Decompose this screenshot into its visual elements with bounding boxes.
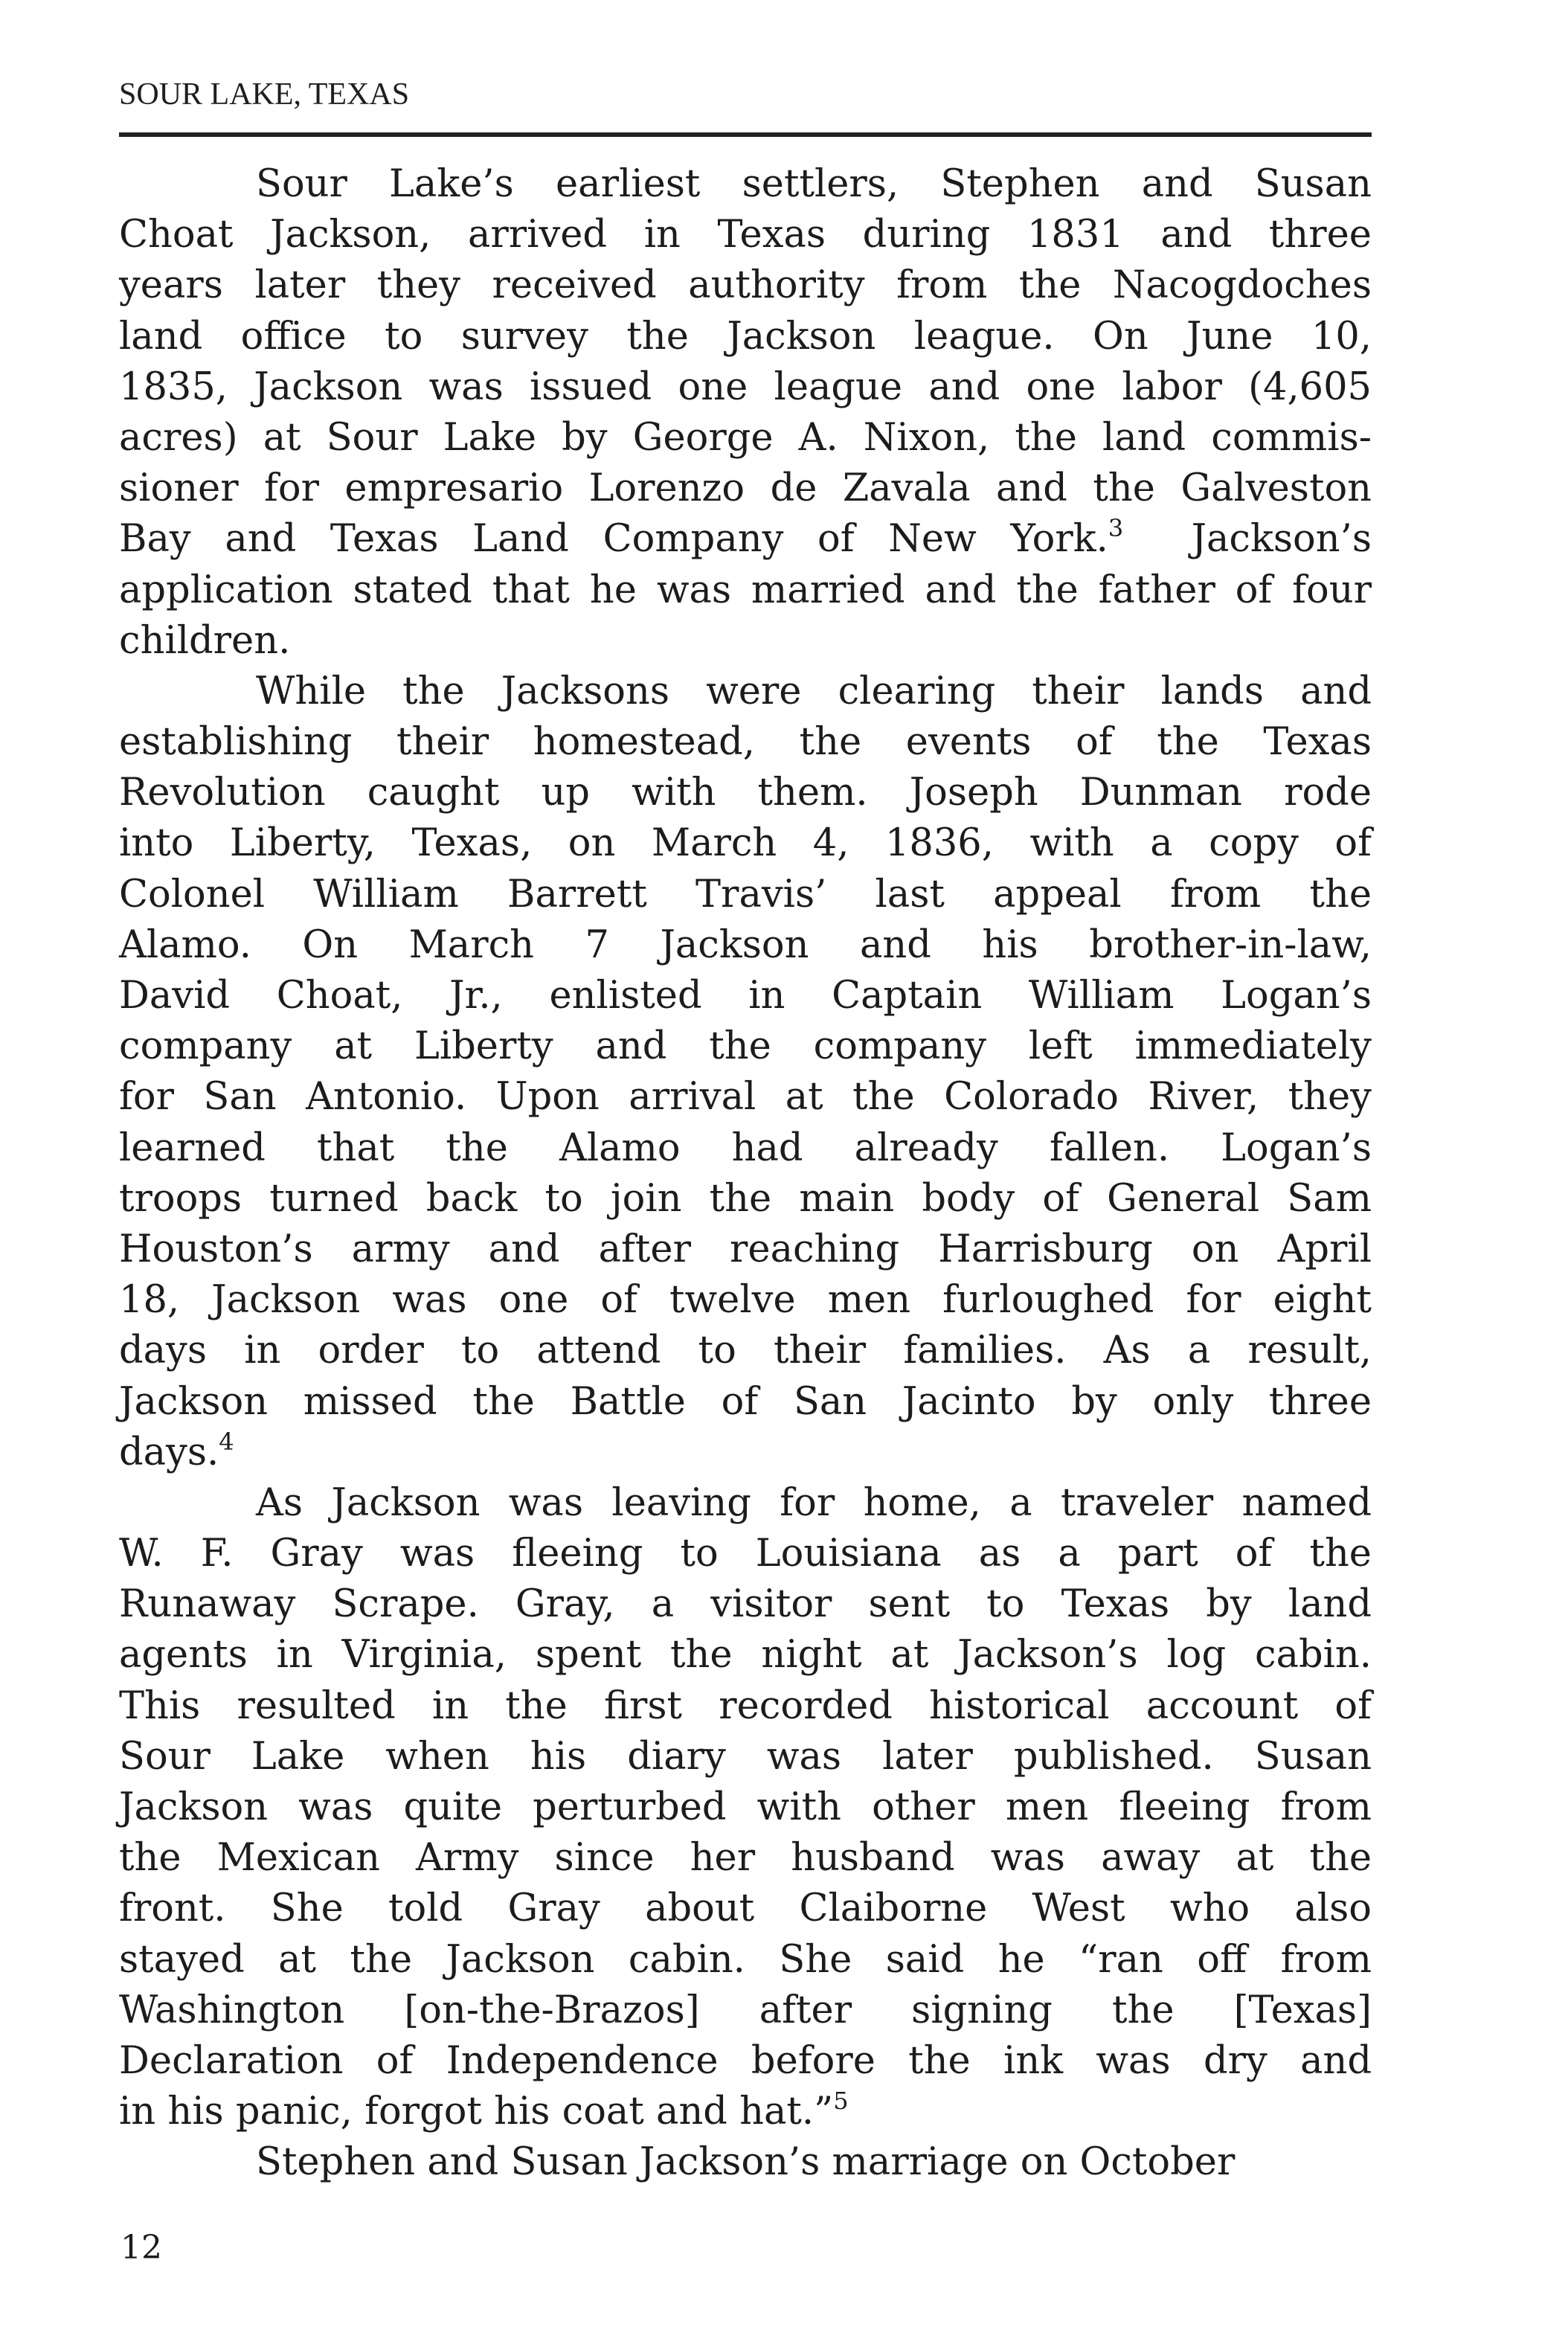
text-line bbox=[119, 1478, 1372, 1529]
text-line bbox=[119, 1174, 1372, 1224]
text-line-content: agents in Virginia, spent the night at Jackson’s log cabin. bbox=[119, 1633, 1372, 1677]
text-line-content: Sour Lake’s earliest settlers, Stephen and Susan bbox=[256, 162, 1372, 206]
text-line-content: Colonel William Barrett Travis’ last appeal from the bbox=[119, 872, 1372, 916]
text-line bbox=[119, 1935, 1372, 1985]
text-line-continuation: Jackson’s bbox=[1123, 517, 1372, 562]
text-line-content: Washington [on-the-Brazos] after signing the [Texas] bbox=[119, 1988, 1372, 2032]
text-line-content: Declaration of Independence before the ink was dry and bbox=[119, 2038, 1372, 2083]
text-line-content: This resulted in the first recorded historical account of bbox=[119, 1683, 1372, 1728]
text-line-content: Jackson missed the Battle of San Jacinto by only three bbox=[119, 1379, 1372, 1424]
text-line bbox=[119, 1985, 1372, 2036]
text-line bbox=[119, 210, 1372, 260]
text-line bbox=[119, 312, 1372, 362]
text-line-content: While the Jacksons were clearing their lands and bbox=[256, 669, 1372, 713]
text-line-content: Runaway Scrape. Gray, a visitor sent to Texas by land bbox=[119, 1582, 1372, 1627]
text-line bbox=[119, 1732, 1372, 1782]
text-line bbox=[119, 1021, 1372, 1072]
text-line-content: sioner for empresario Lorenzo de Zavala and the Galveston bbox=[119, 466, 1372, 511]
text-line bbox=[119, 514, 1372, 565]
text-line bbox=[119, 1377, 1372, 1428]
text-line bbox=[119, 1275, 1372, 1326]
text-line bbox=[119, 1224, 1372, 1275]
text-line bbox=[119, 362, 1372, 413]
text-line bbox=[119, 717, 1372, 768]
text-line bbox=[119, 1782, 1372, 1833]
text-line bbox=[119, 1681, 1372, 1732]
text-line bbox=[119, 1428, 1372, 1478]
text-line bbox=[119, 159, 1372, 210]
text-line-content: learned that the Alamo had already fallen. Logan’s bbox=[119, 1126, 1372, 1170]
text-line bbox=[119, 971, 1372, 1021]
text-line-content: land office to survey the Jackson league. On June 10, bbox=[119, 314, 1372, 359]
text-line-content: troops turned back to join the main body of General Sam bbox=[119, 1176, 1372, 1221]
text-line bbox=[119, 1833, 1372, 1884]
header-rule bbox=[119, 132, 1372, 137]
text-line bbox=[119, 1123, 1372, 1174]
text-line bbox=[119, 2137, 1372, 2188]
text-line-content: the Mexican Army since her husband was away at the bbox=[119, 1836, 1372, 1881]
text-line-content: company at Liberty and the company left immediately bbox=[119, 1024, 1372, 1069]
text-line bbox=[119, 2036, 1372, 2087]
text-line bbox=[119, 565, 1372, 616]
text-line-content: children. bbox=[119, 618, 291, 663]
text-line-content: for San Antonio. Upon arrival at the Colorado River, they bbox=[119, 1075, 1372, 1120]
text-line-content: into Liberty, Texas, on March 4, 1836, with a copy of bbox=[119, 821, 1372, 866]
text-line-content: Jackson was quite perturbed with other men fleeing from bbox=[119, 1785, 1372, 1829]
text-line bbox=[119, 1579, 1372, 1630]
text-line bbox=[119, 768, 1372, 818]
text-line bbox=[119, 1529, 1372, 1579]
text-line bbox=[119, 667, 1372, 717]
text-line bbox=[119, 413, 1372, 463]
text-line bbox=[119, 870, 1372, 920]
text-line-content: 18, Jackson was one of twelve men furloughed for eight bbox=[119, 1278, 1372, 1323]
text-line-content: 1835, Jackson was issued one league and one labor (4,605 bbox=[119, 365, 1372, 409]
text-line-content: Choat Jackson, arrived in Texas during 1831 and three bbox=[119, 213, 1372, 257]
text-line-content: Houston’s army and after reaching Harrisburg on April bbox=[119, 1227, 1372, 1271]
body-text bbox=[119, 159, 1372, 2189]
text-line-content: years later they received authority from the Nacogdoches bbox=[119, 263, 1372, 308]
text-line bbox=[119, 1072, 1372, 1123]
text-line bbox=[119, 2087, 1372, 2137]
text-line-content: in his panic, forgot his coat and hat.” bbox=[119, 2090, 834, 2134]
text-line bbox=[119, 463, 1372, 514]
text-line-content: establishing their homestead, the events of the Texas bbox=[119, 720, 1372, 765]
text-line-content: stayed at the Jackson cabin. She said he “ran off from bbox=[119, 1937, 1372, 1982]
text-line bbox=[119, 818, 1372, 869]
text-line-content: acres) at Sour Lake by George A. Nixon, the land commis- bbox=[119, 415, 1372, 460]
text-line-content: application stated that he was married and the father of four bbox=[119, 568, 1372, 612]
footnote-reference: 5 bbox=[833, 2087, 849, 2116]
text-line-content: days. bbox=[119, 1430, 219, 1474]
text-line-content: As Jackson was leaving for home, a traveler named bbox=[256, 1480, 1372, 1525]
text-line bbox=[119, 616, 1372, 667]
page-number: 12 bbox=[121, 2229, 162, 2267]
running-head: SOUR LAKE, TEXAS bbox=[119, 77, 410, 112]
text-line-content: Revolution caught up with them. Joseph Dunman rode bbox=[119, 771, 1372, 815]
text-line bbox=[119, 1326, 1372, 1376]
text-line bbox=[119, 260, 1372, 311]
text-line-content: Bay and Texas Land Company of New York. bbox=[119, 517, 1108, 562]
text-line bbox=[119, 1884, 1372, 1934]
text-line-content: Stephen and Susan Jackson’s marriage on October bbox=[256, 2140, 1236, 2185]
text-line-content: W. F. Gray was fleeing to Louisiana as a part of the bbox=[119, 1532, 1372, 1576]
text-line-content: Sour Lake when his diary was later published. Susan bbox=[119, 1734, 1372, 1779]
text-line-content: David Choat, Jr., enlisted in Captain William Logan’s bbox=[119, 974, 1372, 1018]
text-line-content: days in order to attend to their families. As a result, bbox=[119, 1329, 1372, 1373]
text-line bbox=[119, 920, 1372, 971]
text-line-content: front. She told Gray about Claiborne West who also bbox=[119, 1887, 1372, 1931]
footnote-reference: 3 bbox=[1108, 514, 1124, 543]
footnote-reference: 4 bbox=[219, 1427, 234, 1456]
text-line bbox=[119, 1630, 1372, 1680]
text-line-content: Alamo. On March 7 Jackson and his brother-in-law, bbox=[119, 922, 1372, 967]
